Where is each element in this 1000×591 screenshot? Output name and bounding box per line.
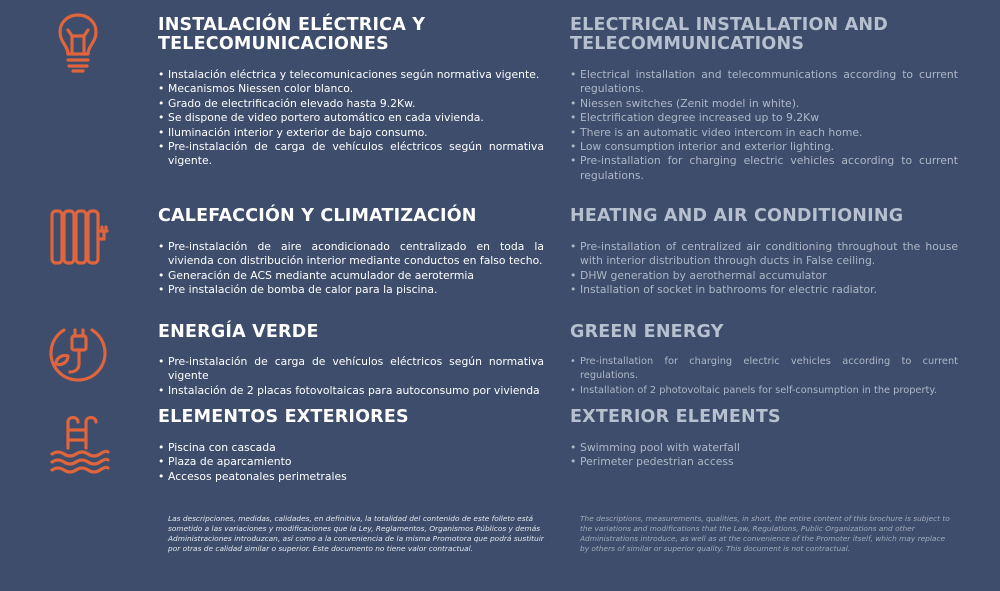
feature-list-en xyxy=(570,355,958,398)
section-title-es: CALEFACCIÓN Y CLIMATIZACIÓN xyxy=(158,206,477,226)
list-item: • Electrification degree increased up to 9.2Kw xyxy=(570,111,958,125)
feature-list-en xyxy=(570,68,958,183)
list-item: • Grado de electrificación elevado hasta 9.2Kw. xyxy=(158,97,544,111)
feature-list-es xyxy=(158,441,544,484)
section-title-en: GREEN ENERGY xyxy=(570,322,724,342)
list-item: • Se dispone de video portero automático en cada vivienda. xyxy=(158,111,544,125)
radiator-icon xyxy=(46,205,110,269)
list-item: • Pre instalación de bomba de calor para la piscina. xyxy=(158,283,544,297)
list-item: • Pre-installation for charging electric vehicles according to current regulations. xyxy=(570,154,958,183)
list-item: • Pre-instalación de aire acondicionado centralizado en toda la vivienda con distribución interior mediante conductos en falso techo. xyxy=(158,240,544,269)
section-title-es: INSTALACIÓN ELÉCTRICA Y TELECOMUNICACIONES xyxy=(158,15,426,54)
disclaimer-en: The descriptions, measurements, qualities, in short, the entire content of this brochure is subject to the variations and modifications that the Law, Regulations, Public Organizations and other Administrations introduce, as well as at the convenience of the Promoter itself, which may replace by others of similar or superior quality. This document is not contractual. xyxy=(580,514,950,553)
list-item: • Swimming pool with waterfall xyxy=(570,441,958,455)
section-title-en: ELECTRICAL INSTALLATION AND TELECOMMUNICATIONS xyxy=(570,15,889,54)
section-title-es: ENERGÍA VERDE xyxy=(158,322,319,342)
list-item: • Electrical installation and telecommunications according to current regulations. xyxy=(570,68,958,97)
list-item: • There is an automatic video intercom in each home. xyxy=(570,126,958,140)
feature-list-en xyxy=(570,240,958,298)
list-item: • Perimeter pedestrian access xyxy=(570,455,958,469)
list-item: • Accesos peatonales perimetrales xyxy=(158,470,544,484)
list-item: • Pre-instalación de carga de vehículos eléctricos según normativa vigente xyxy=(158,355,544,384)
lightbulb-icon xyxy=(46,10,110,74)
section-title-en: EXTERIOR ELEMENTS xyxy=(570,407,781,427)
list-item: • Plaza de aparcamiento xyxy=(158,455,544,469)
feature-list-es xyxy=(158,68,544,169)
pool-ladder-icon xyxy=(46,412,110,476)
list-item: • Pre-installation for charging electric vehicles according to current regulations. xyxy=(570,355,958,384)
list-item: • Niessen switches (Zenit model in white). xyxy=(570,97,958,111)
list-item: • Installation of 2 photovoltaic panels for self-consumption in the property. xyxy=(570,384,958,398)
list-item: • Iluminación interior y exterior de bajo consumo. xyxy=(158,126,544,140)
feature-list-es xyxy=(158,240,544,298)
list-item: • Generación de ACS mediante acumulador de aerotermia xyxy=(158,269,544,283)
list-item: • Instalación eléctrica y telecomunicaciones según normativa vigente. xyxy=(158,68,544,82)
eco-plug-icon xyxy=(46,322,110,386)
list-item: • Pre-installation of centralized air conditioning throughout the house with interior distribution through ducts in False ceiling. xyxy=(570,240,958,269)
list-item: • Instalación de 2 placas fotovoltaicas para autoconsumo por vivienda xyxy=(158,384,544,398)
disclaimer-es: Las descripciones, medidas, calidades, en definitiva, la totalidad del contenido de este folleto está sometido a las variaciones y modificaciones que la Ley, Reglamentos, Organismos Públicos y demás Administraciones introduzcan, así como a la conveniencia de la misma Promotora que podrá sustituir por otras de calidad similar o superior. Este documento no tiene valor contractual. xyxy=(168,514,544,553)
feature-list-es xyxy=(158,355,544,398)
list-item: • Piscina con cascada xyxy=(158,441,544,455)
list-item: • DHW generation by aerothermal accumulator xyxy=(570,269,958,283)
list-item: • Low consumption interior and exterior lighting. xyxy=(570,140,958,154)
feature-list-en xyxy=(570,441,958,470)
section-title-en: HEATING AND AIR CONDITIONING xyxy=(570,206,904,226)
list-item: • Mecanismos Niessen color blanco. xyxy=(158,82,544,96)
section-title-es: ELEMENTOS EXTERIORES xyxy=(158,407,409,427)
list-item: • Installation of socket in bathrooms for electric radiator. xyxy=(570,283,958,297)
list-item: • Pre-instalación de carga de vehículos eléctricos según normativa vigente. xyxy=(158,140,544,169)
